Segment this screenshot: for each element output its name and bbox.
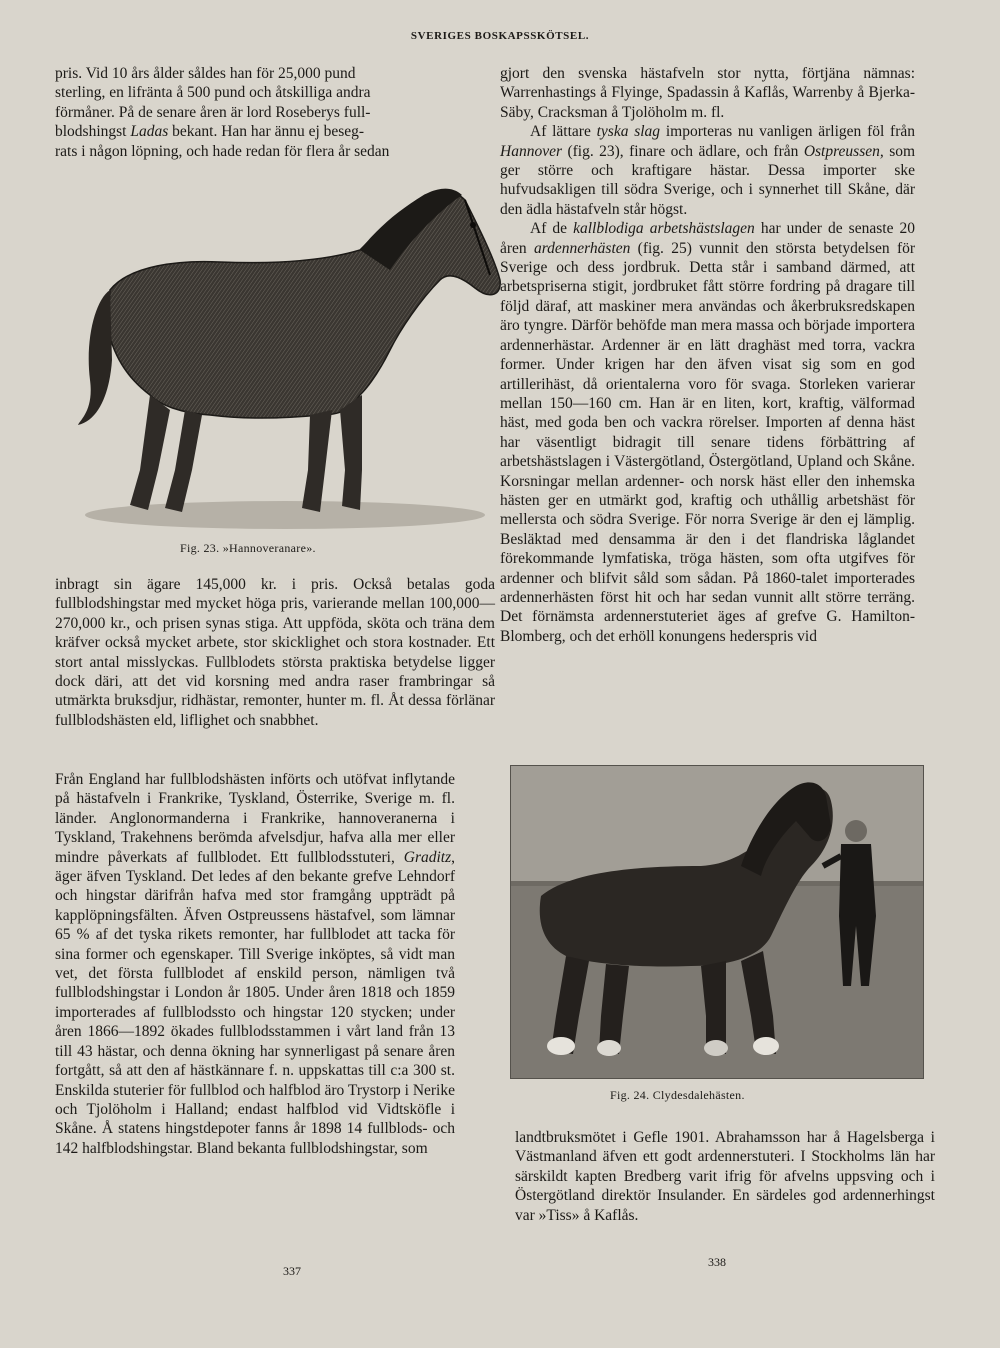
left-top-paragraph — [55, 64, 490, 161]
horse-engraving-illustration — [70, 170, 510, 540]
text-line: pris. Vid 10 års ålder såldes han för 25,000 pund — [55, 65, 356, 82]
paragraph: inbragt sin ägare 145,000 kr. i pris. Också betalas goda fullblodshingstar med mycket höga pris, varierande mellan 100,000—270,000 kr., och prisen synas stiga. Att uppföda, sköta och träna dem kräfver också mycket arbete, stor skicklighet och stora kostnader. Ett stort antal misslyckas. Fullblodets största praktiska betydelse ligger dock däri, att det vid korsning med andra raser frambringar så utmärkta bruksdjur, ridhästar, remonter, hunter m. fl. Åt dessa förlänar fullblodshästen eld, liflighet och snabbhet. — [55, 576, 495, 729]
right-column-top-text — [500, 64, 915, 646]
page-number-left: 337 — [283, 1264, 301, 1278]
figure-caption: Fig. 24. Clydesdalehästen. — [610, 1088, 745, 1102]
emphasis: Hannover — [500, 142, 562, 160]
page-number-right: 338 — [708, 1255, 726, 1269]
paragraph: Af lättare tyska slag importeras nu vanligen ärligen föl från Hannover (fig. 23), finare och ädlare, och från Ostpreussen, som ger större och kraftigare hästar. Dessa importer ske hufvudsakligen till södra Sverige, och i synnerhet till Skåne, där den ädla hästafveln står högst. — [500, 123, 916, 218]
text-line: blodshingst Ladas bekant. Han har ännu ej beseg- — [55, 123, 365, 141]
text-line: rats i någon löpning, och hade redan för flera år sedan — [55, 142, 390, 160]
left-column-top-text — [55, 64, 490, 161]
left-column-bottom-text — [55, 575, 495, 730]
paragraph: gjort den svenska hästafveln stor nytta, förtjäna nämnas: Warrenhastings å Flyinge, Spadassin å Kaflås, Warrenby å Bjerka-Säby, Cracksman å Tjolöholm m. fl. — [500, 65, 915, 121]
paragraph: Från England har fullblodshästen införts och utöfvat inflytande på hästafveln i Frankrike, Tyskland, Österrike, Sverige m. fl. länder. Anglonormanderna i Frankrike, hannoveranerna i Tyskland, Trakehnens berömda afvelsdjur, hafva alla mer eller mindre påverkats af fullblodet. Ett fullblodsstuteri, Graditz, äger äfven Tyskland. Det ledes af den bekante grefve Lehndorf och hingstar därifrån hafva med stor framgång uppträdt på kapplöpningsfälten. Äfven Ostpreussens hästafvel, som lämnar 65 % af det tyska rikets remonter, har fullblodet att tacka för sina former och egenskaper. Till Sverige inköptes, så vidt man vet, det första fullblodet af enskild person, nämligen två fullblodshingstar i London år 1805. Under åren 1818 och 1859 importerades af fullblodssto och hingstar 120 stycken; under åren 1866—1892 ökades fullblodsstammen i vårt land från 13 till 43 hästar, och denna ökning har synnerligast på senare åren fortgått, så att den af hästkännare f. n. uppskattas till c:a 300 st. Enskilda stuterier för fullblod och halfblod äro Trystorp i Nerike och Tjolöholm i Halland; endast halfblod vid Vidtsköfle i Skåne. Å statens hingstdepoter fanns år 1898 14 fullblods- och 142 halfblodshingstar. Bland bekanta fullblodshingstar, som — [55, 771, 456, 1157]
paragraph: Af de kallblodiga arbetshästslagen har under de senaste 20 åren ardennerhästen (fig. 25) vunnit den största betydelsen för Sverige och dess jordbruk. Detta står i samband därmed, att arbetspriserna stigit, jordbruket fått större fordring på dragare till följd däraf, att maskiner mera användas och åkerbruksredskapen äro tyngre. Därför behöfde man mera massa och började importera ardennerhästar. Ardenner är en lätt draghäst med torra, vackra former. Under krigen har den äfven visat sig som en god artillerihäst, då orientalerna voro för svaga. Storleken varierar mellan 150—160 cm. Han är en liten, kort, kraftig, välformad häst, med goda ben och vackra rörelser. Importen af denna häst har väsentligt bidragit till senare tidens förbättring af arbetshästslagen i Västergötland, Östergötland, Upland och Skåne. Korsningar mellan ardenner- och norsk häst eller den inhemska hästen ger en utmärkt god, kraftig och uthållig arbetshäst för mellersta och södra Sverige. För norra Sverige är den ej lämplig. Besläktad med densamma är den i det flandriska låglandet förekommande lymfatiska, tröga hästen, som ofta utgifves för ardenner och blifvit såld som sådan. På 1860-talet importerades ardennerhästen först hit och har sedan vunnit allt större terräng. Det förnämsta ardennerstuteriet äges af grefve G. Hamilton-Blomberg, och det erhöll konungens hederspris vid — [500, 220, 916, 645]
emphasis: Ostpreussen, — [803, 142, 884, 160]
figure-hannoveranare-horse — [70, 170, 510, 540]
right-column-bottom-text — [515, 1128, 935, 1225]
emphasis: kallblodiga arbetshästslagen — [573, 220, 755, 238]
running-header: SVERIGES BOSKAPSSKÖTSEL. — [410, 30, 590, 42]
clydesdale-photograph — [511, 766, 923, 1078]
emphasis: tyska slag — [596, 123, 661, 141]
figure-caption: Fig. 23. »Hannoveranare». — [180, 541, 316, 555]
text-line: förmåner. På de senare åren är lord Roseberys full- — [55, 103, 371, 121]
left-column-wrapped-text — [55, 770, 455, 1158]
emphasis: ardennerhästen — [533, 239, 631, 257]
emphasis: Ladas — [130, 123, 169, 141]
paragraph: landtbruksmötet i Gefle 1901. Abrahamsson har å Hagelsberga i Västmanland äfven ett godt ardennerstuteri. I Stockholms län har särskildt kapten Bredberg varit ifrig för afvelns uppsving och i Östergötland direktör Insulander. En särdeles god ardennerhingst var »Tiss» å Kaflås. — [515, 1129, 935, 1224]
figure-clydesdale-photo — [510, 765, 924, 1079]
emphasis: Graditz — [403, 848, 452, 866]
text-line: sterling, en lifränta å 500 pund och åtskilliga andra — [55, 84, 371, 102]
